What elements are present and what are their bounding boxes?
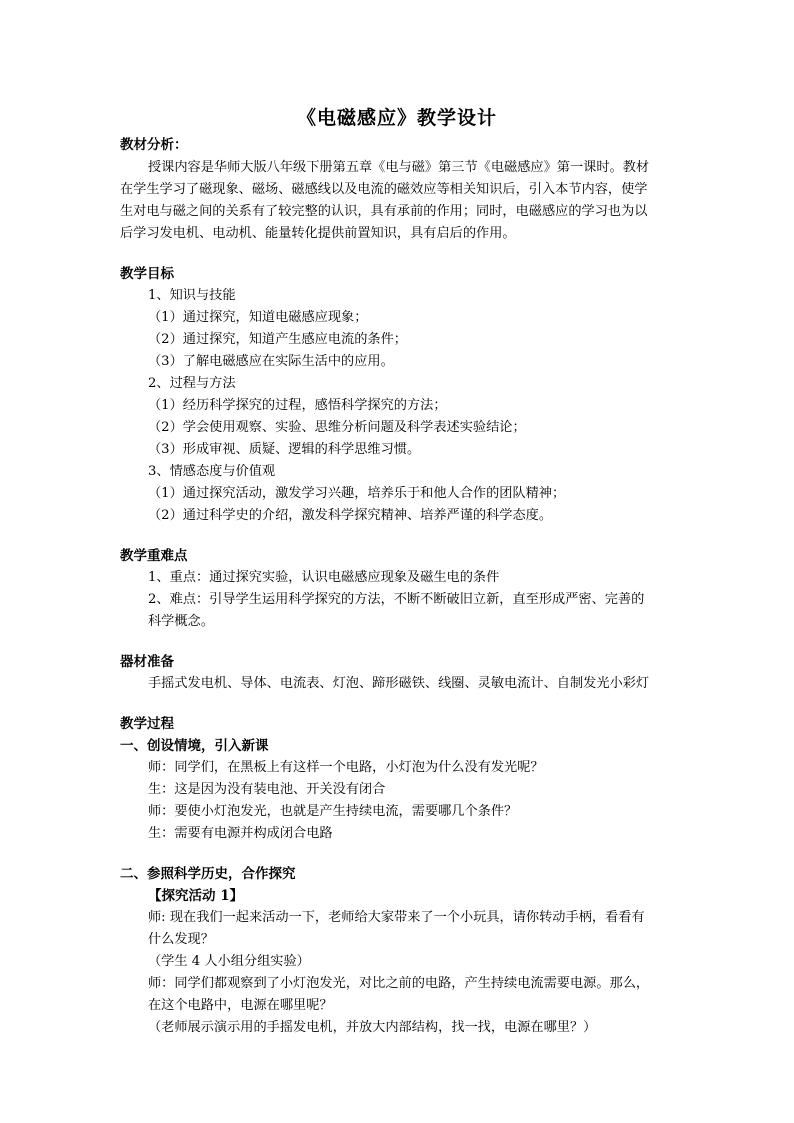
paragraph-line: 后学习发电机、电动机、能量转化提供前置知识，具有启后的作用。 [120, 226, 516, 241]
dialogue-line: 师：同学们都观察到了小灯泡发光，对比之前的电路，产生持续电流需要电源。那么， [148, 976, 650, 991]
dialogue-line: 生：这是因为没有装电池、开关没有闭合 [148, 782, 386, 797]
goal-item: （1）经历科学探究的过程，感悟科学探究的方法； [148, 398, 447, 413]
goal-item: （3）形成审视、质疑、逻辑的科学思维习惯。 [148, 442, 421, 457]
dialogue-line: 师：要使小灯泡发光，也就是产生持续电流，需要哪几个条件？ [148, 804, 518, 819]
goal-category: 3、情感态度与价值观 [148, 464, 276, 479]
dialogue-line: （学生 4 人小组分组实验） [148, 954, 310, 969]
goal-item: （2）学会使用观察、实验、思维分析问题及科学表述实验结论； [148, 420, 526, 435]
activity-label: 【探究活动 1】 [148, 888, 244, 904]
goal-item: （2）通过探究，知道产生感应电流的条件； [148, 332, 407, 347]
section-heading-textbook-analysis: 教材分析： [120, 137, 188, 153]
dialogue-line: 在这个电路中，电源在哪里呢？ [148, 998, 333, 1013]
equipment-list: 手摇式发电机、导体、电流表、灯泡、蹄形磁铁、线圈、灵敏电流计、自制发光小彩灯 [148, 676, 650, 691]
page-title: 《电磁感应》教学设计 [296, 107, 497, 129]
key-point-item: 2、难点：引导学生运用科学探究的方法，不断不断破旧立新，直至形成严密、完善的 [148, 592, 645, 607]
section-heading-key-points: 教学重难点 [120, 548, 188, 564]
dialogue-line: （老师展示演示用的手摇发电机，并放大内部结构，找一找，电源在哪里？） [148, 1020, 597, 1035]
dialogue-line: 师: 现在我们一起来活动一下，老师给大家带来了一个小玩具，请你转动手柄，看看有 [148, 910, 645, 925]
dialogue-line: 师：同学们，在黑板上有这样一个电路，小灯泡为什么没有发光呢？ [148, 760, 544, 775]
dialogue-line: 什么发现？ [148, 932, 214, 947]
dialogue-line: 生：需要有电源并构成闭合电路 [148, 826, 333, 841]
paragraph-line: 在学生学习了磁现象、磁场、磁感线以及电流的磁效应等相关知识后，引入本节内容，使学 [120, 182, 648, 197]
goal-item: （1）通过探究，知道电磁感应现象； [148, 310, 368, 325]
paragraph-line: 生对电与磁之间的关系有了较完整的认识，具有承前的作用；同时，电磁感应的学习也为以 [120, 204, 648, 219]
key-point-item: 1、重点：通过探究实验，认识电磁感应现象及磁生电的条件 [148, 570, 500, 585]
section-heading-teaching-process: 教学过程 [120, 716, 174, 732]
goal-category: 2、过程与方法 [148, 376, 236, 391]
goal-category: 1、知识与技能 [148, 288, 236, 303]
paragraph-line: 授课内容是华师大版八年级下册第五章《电与磁》第三节《电磁感应》第一课时。教材 [148, 160, 650, 175]
goal-item: （2）通过科学史的介绍，激发科学探究精神、培养严谨的科学态度。 [148, 508, 553, 523]
subsection-heading: 二、参照科学历史，合作探究 [120, 866, 296, 882]
goal-item: （3）了解电磁感应在实际生活中的应用。 [148, 354, 394, 369]
goal-item: （1）通过探究活动，激发学习兴趣，培养乐于和他人合作的团队精神； [148, 486, 566, 501]
subsection-heading: 一、创设情境，引入新课 [120, 738, 269, 754]
section-heading-teaching-goals: 教学目标 [120, 266, 174, 282]
key-point-item: 科学概念。 [148, 614, 214, 629]
section-heading-equipment: 器材准备 [120, 654, 174, 670]
